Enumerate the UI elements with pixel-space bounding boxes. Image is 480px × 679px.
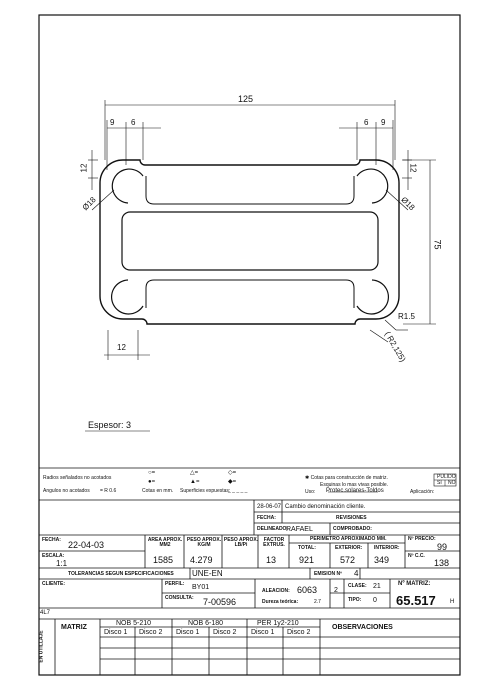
area-label: AREA APROX. MM2 [147,537,183,548]
channel-top-right [357,169,388,203]
pulido-si: SI [437,480,442,486]
channel-bottom-left [112,280,143,314]
dim-dia-left: Ø18 [80,195,98,213]
angulos-label: Angulos no acotados [43,488,90,494]
cc-value: 138 [434,558,450,568]
peso-kg-label: PESO APROX. KG/M [186,537,222,548]
perimetro-label: PERIMETRO APROXIMADO MM. [310,536,387,542]
nprecio-value: 99 [437,542,448,552]
channel-top-left [112,169,143,203]
dim-r2125: ( R2,125) [382,330,408,364]
clase-value: 21 [373,583,381,590]
total-label: TOTAL: [298,545,316,551]
dim-left-12: 12 [79,163,89,173]
matrix-side-label: EN UTILLAJE [38,630,45,663]
dim-right-6: 6 [364,118,369,127]
dim-height: 75 [432,239,443,250]
symbol-1: ○= [148,470,156,476]
aleacion-box: 2 [334,587,338,594]
dureza-label: Dureza teórica: [262,599,299,605]
aplicacion-label: Aplicación: [410,489,435,495]
tipo-value: 0 [373,597,377,604]
revision-text: Cambio denominación cliente. [285,504,366,510]
radios-label: Radios señalados no acotados [43,475,112,481]
uso-value: Protec.solares-Toldos [326,488,384,494]
delineado-value: RAFAEL [286,526,313,533]
dim-right-12: 12 [408,163,418,173]
symbol-3: ◇= [228,470,237,476]
comprobado-label: COMPROBADO: [333,526,372,532]
escala-value: 1:1 [56,559,68,568]
disco-1: Disco 1 [104,629,128,636]
delineado-label: DELINEADO: [257,526,289,532]
dim-left-6: 6 [131,118,136,127]
revision-date: 28-06-07 [257,504,282,510]
profile-web [146,176,354,204]
group-3: PER 1y2-210 [257,620,299,627]
peso-lb-label: PESO APROX. LB/Pi [223,537,259,548]
area-value: 1585 [153,555,174,565]
perfil-label: PERFIL: [165,581,185,587]
superficies-value: _ _ _ _ _ [228,488,248,494]
nmatriz-value: 65.517 [396,593,436,608]
fecha-value: 22-04-03 [68,540,105,550]
disco-2: Disco 2 [287,629,311,636]
dim-bottom-12: 12 [117,343,126,352]
emision-value: 4 [354,569,359,578]
group-2: NOB 6-180 [188,620,224,627]
perfil-value: BY01 [192,584,210,591]
cc-label: Nº C.C. [408,553,425,559]
revisiones-label: REVISIONES [336,515,367,521]
symbol-2: △= [190,470,199,476]
nmatriz-suffix: H [450,599,455,605]
exterior-label: EXTERIOR: [335,545,363,551]
aleacion-value: 6063 [297,585,318,595]
profile-web [146,280,354,308]
profile-inner-cavity [122,212,378,270]
symbol-5: ▲= [190,479,200,485]
note-cotas: ✱ Cotas para construcción de matriz. [305,475,388,481]
disco-1: Disco 1 [176,629,200,636]
emision-label: EMISION Nº [314,571,342,577]
fecha-label: FECHA: [42,537,61,543]
uso-label: Uso: [305,489,316,495]
dim-left-9: 9 [110,118,115,127]
dim-dia-right: Ø18 [399,195,417,213]
cliente-label: CLIENTE: [42,581,66,587]
clase-label: CLASE: [348,583,367,589]
cotas-label: Cotas en mm. [142,488,174,494]
tipo-label: TIPO: [348,597,362,603]
note-esquinas: Esquinas lo mas vivas posible. [320,482,389,488]
group-1: NOB 5-210 [116,620,152,627]
aleacion-label: ALEACION: [262,588,290,594]
disco-2: Disco 2 [213,629,237,636]
exterior-value: 572 [340,555,356,565]
espesor-label: Espesor: 3 [88,420,132,430]
matrix-corner: 4L7 [40,610,51,616]
symbol-6: ◆= [228,479,237,485]
dim-width: 125 [238,94,254,104]
superficies-label: Superficies expuestas: [180,488,231,494]
pulido-label: PULIDO [437,474,456,480]
tolerancias-label: TOLERANCIAS SEGUN ESPECIFICACIONES [68,571,174,577]
dim-r15: R1.5 [398,312,415,321]
escala-label: ESCALA: [42,553,65,559]
revision-fecha-label: FECHA: [257,515,276,521]
channel-bottom-right [357,280,388,314]
total-value: 921 [299,555,315,565]
dim-right-9: 9 [381,118,386,127]
nmatriz-label: Nº MATRIZ: [398,581,431,587]
factor-label: FACTOR EXTRUS. [263,537,285,548]
disco-1: Disco 1 [251,629,275,636]
peso-kg-value: 4.279 [190,555,213,565]
observaciones-label: OBSERVACIONES [332,624,393,631]
disco-2: Disco 2 [139,629,163,636]
symbol-4: ●= [148,479,156,485]
dureza-value: 2.7 [314,599,321,605]
interior-value: 349 [374,555,390,565]
radio-value: = R 0.6 [100,488,117,494]
matriz-label: MATRIZ [61,624,87,631]
factor-value: 13 [266,555,277,565]
tolerancias-value: UNE-EN [192,569,223,578]
interior-label: INTERIOR: [374,545,400,551]
pulido-no: NO [448,480,456,486]
nprecio-label: Nº PRECIO: [408,536,436,542]
consulta-value: 7-00596 [203,597,237,607]
consulta-label: CONSULTA: [165,595,194,601]
